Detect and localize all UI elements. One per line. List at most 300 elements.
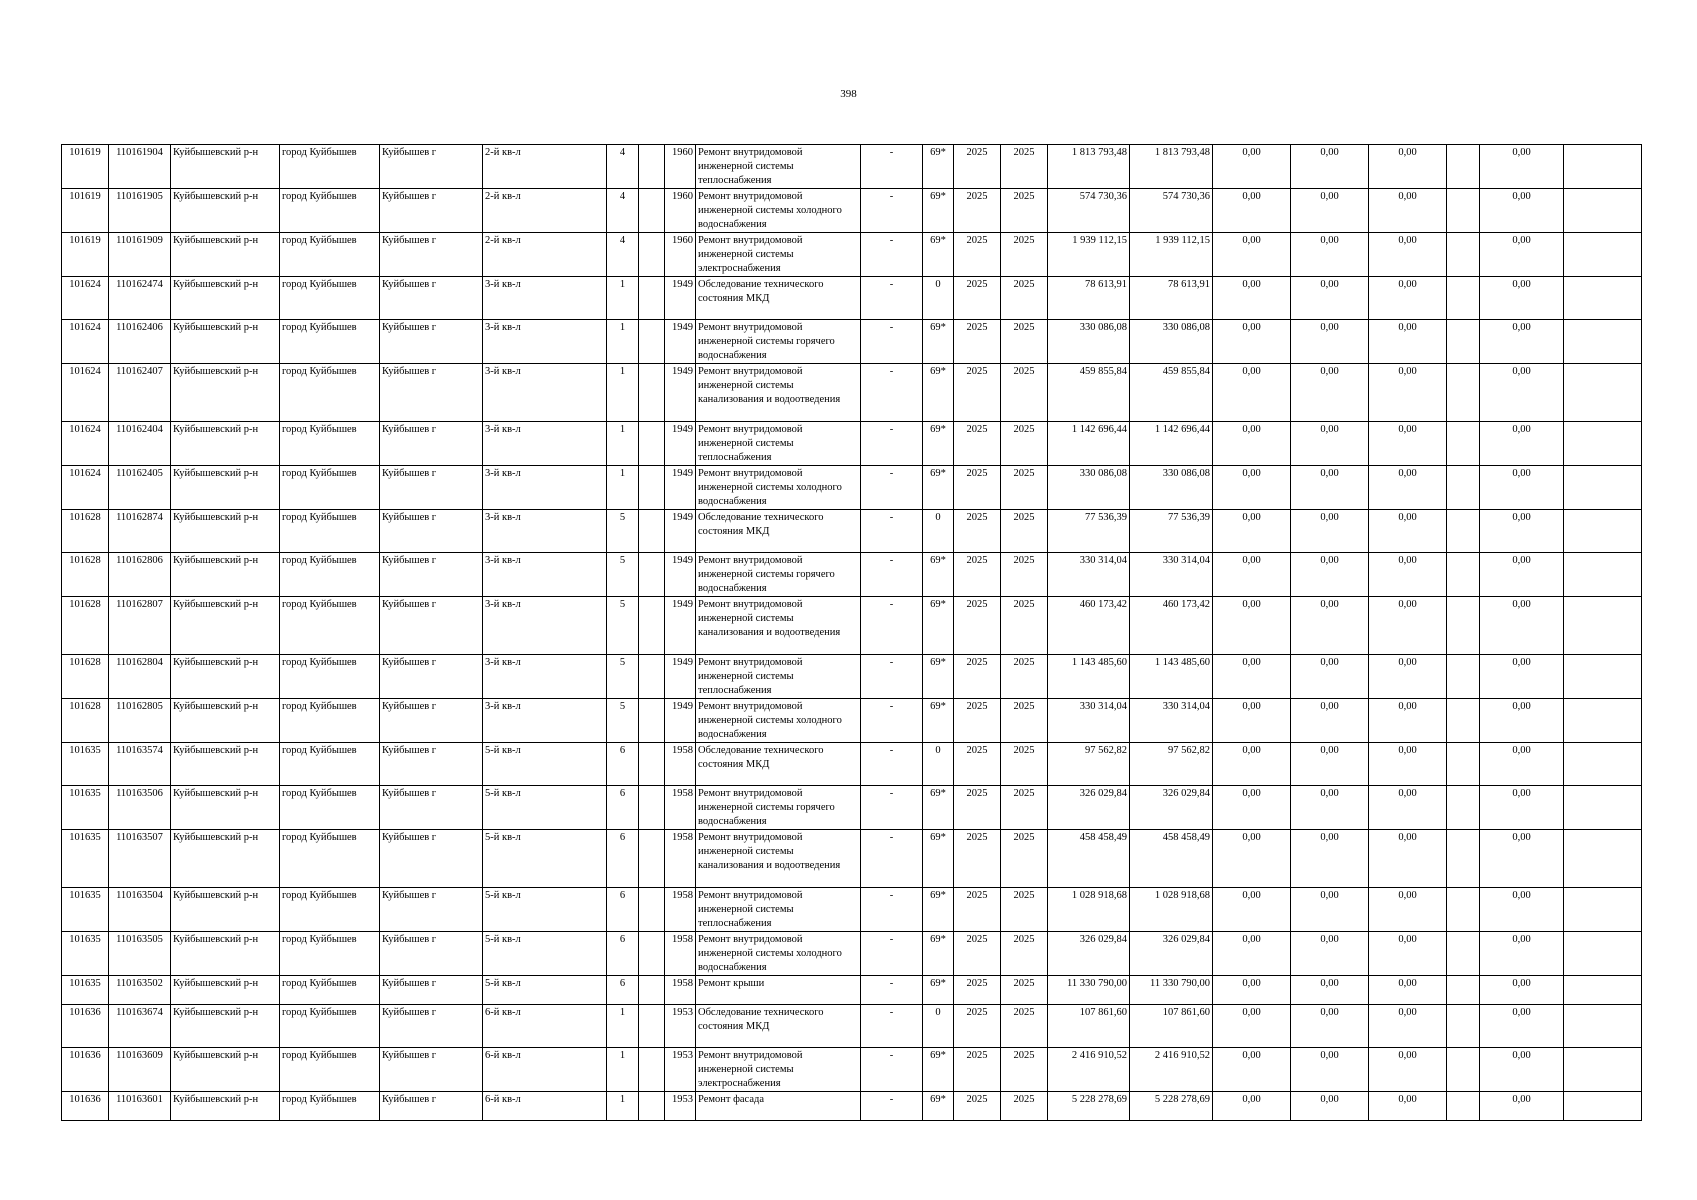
cell-f4 — [1447, 189, 1480, 233]
cell-norm: 69* — [923, 699, 954, 743]
cell-f3: 0,00 — [1369, 189, 1447, 233]
cell-corp — [639, 277, 665, 320]
page-number: 398 — [840, 88, 857, 100]
cell-dash: - — [861, 553, 923, 597]
cell-f2: 0,00 — [1291, 1048, 1369, 1092]
cell-y-end: 2025 — [1001, 655, 1048, 699]
cell-total: 97 562,82 — [1048, 743, 1130, 786]
cell-district: Куйбышевский р-н — [171, 932, 280, 976]
cell-street: 5-й кв-л — [483, 976, 607, 1005]
cell-year: 1949 — [665, 597, 696, 655]
cell-settlement: город Куйбышев — [280, 320, 380, 364]
cell-fund: 458 458,49 — [1130, 830, 1213, 888]
cell-year: 1960 — [665, 145, 696, 189]
cell-locality: Куйбышев г — [380, 145, 483, 189]
cell-f6 — [1564, 364, 1642, 422]
table-row — [62, 466, 1642, 510]
cell-y-end: 2025 — [1001, 1005, 1048, 1048]
cell-total: 459 855,84 — [1048, 364, 1130, 422]
cell-street: 2-й кв-л — [483, 189, 607, 233]
cell-f2: 0,00 — [1291, 189, 1369, 233]
cell-district: Куйбышевский р-н — [171, 422, 280, 466]
cell-corp — [639, 976, 665, 1005]
cell-f2: 0,00 — [1291, 1092, 1369, 1121]
cell-y-start: 2025 — [954, 364, 1001, 422]
cell-year: 1949 — [665, 320, 696, 364]
cell-f5: 0,00 — [1480, 1092, 1564, 1121]
cell-y-start: 2025 — [954, 145, 1001, 189]
cell-locality: Куйбышев г — [380, 466, 483, 510]
cell-f2: 0,00 — [1291, 655, 1369, 699]
cell-street: 3-й кв-л — [483, 655, 607, 699]
cell-dash: - — [861, 145, 923, 189]
cell-f4 — [1447, 277, 1480, 320]
cell-year: 1958 — [665, 830, 696, 888]
cell-y-end: 2025 — [1001, 233, 1048, 277]
cell-year: 1949 — [665, 277, 696, 320]
cell-f5: 0,00 — [1480, 786, 1564, 830]
table-row — [62, 422, 1642, 466]
cell-fund: 1 028 918,68 — [1130, 888, 1213, 932]
cell-f5: 0,00 — [1480, 510, 1564, 553]
cell-y-start: 2025 — [954, 932, 1001, 976]
cell-district: Куйбышевский р-н — [171, 233, 280, 277]
cell-district: Куйбышевский р-н — [171, 888, 280, 932]
cell-corp — [639, 510, 665, 553]
cell-street: 3-й кв-л — [483, 422, 607, 466]
cell-dash: - — [861, 189, 923, 233]
cell-dash: - — [861, 510, 923, 553]
cell-district: Куйбышевский р-н — [171, 743, 280, 786]
cell-code: 110161905 — [109, 189, 171, 233]
cell-corp — [639, 743, 665, 786]
cell-id: 101628 — [62, 510, 109, 553]
cell-settlement: город Куйбышев — [280, 976, 380, 1005]
cell-locality: Куйбышев г — [380, 1048, 483, 1092]
cell-f4 — [1447, 888, 1480, 932]
cell-y-end: 2025 — [1001, 320, 1048, 364]
table-row — [62, 932, 1642, 976]
cell-code: 110163507 — [109, 830, 171, 888]
cell-f2: 0,00 — [1291, 364, 1369, 422]
cell-work: Обследование технического состояния МКД — [696, 510, 861, 553]
cell-y-start: 2025 — [954, 597, 1001, 655]
cell-district: Куйбышевский р-н — [171, 976, 280, 1005]
cell-y-end: 2025 — [1001, 699, 1048, 743]
cell-f5: 0,00 — [1480, 233, 1564, 277]
cell-f5: 0,00 — [1480, 655, 1564, 699]
cell-settlement: город Куйбышев — [280, 786, 380, 830]
cell-work: Ремонт внутридомовой инженерной системы канализования и водоотведения — [696, 597, 861, 655]
cell-total: 107 861,60 — [1048, 1005, 1130, 1048]
cell-house: 1 — [607, 466, 639, 510]
cell-f1: 0,00 — [1213, 1005, 1291, 1048]
cell-fund: 459 855,84 — [1130, 364, 1213, 422]
cell-f1: 0,00 — [1213, 510, 1291, 553]
cell-f5: 0,00 — [1480, 277, 1564, 320]
cell-y-start: 2025 — [954, 466, 1001, 510]
cell-f1: 0,00 — [1213, 145, 1291, 189]
cell-district: Куйбышевский р-н — [171, 553, 280, 597]
cell-locality: Куйбышев г — [380, 786, 483, 830]
cell-f5: 0,00 — [1480, 888, 1564, 932]
cell-dash: - — [861, 1048, 923, 1092]
cell-district: Куйбышевский р-н — [171, 189, 280, 233]
cell-district: Куйбышевский р-н — [171, 830, 280, 888]
cell-f3: 0,00 — [1369, 510, 1447, 553]
cell-f2: 0,00 — [1291, 1005, 1369, 1048]
cell-f3: 0,00 — [1369, 1048, 1447, 1092]
cell-locality: Куйбышев г — [380, 1092, 483, 1121]
cell-year: 1958 — [665, 743, 696, 786]
cell-fund: 330 314,04 — [1130, 699, 1213, 743]
cell-street: 3-й кв-л — [483, 699, 607, 743]
cell-id: 101628 — [62, 553, 109, 597]
cell-id: 101624 — [62, 422, 109, 466]
cell-fund: 1 939 112,15 — [1130, 233, 1213, 277]
cell-corp — [639, 1048, 665, 1092]
cell-street: 6-й кв-л — [483, 1092, 607, 1121]
cell-settlement: город Куйбышев — [280, 510, 380, 553]
cell-f4 — [1447, 1092, 1480, 1121]
cell-corp — [639, 466, 665, 510]
cell-year: 1958 — [665, 932, 696, 976]
cell-total: 330 086,08 — [1048, 466, 1130, 510]
cell-id: 101636 — [62, 1048, 109, 1092]
cell-house: 6 — [607, 888, 639, 932]
cell-f4 — [1447, 466, 1480, 510]
cell-f5: 0,00 — [1480, 466, 1564, 510]
cell-dash: - — [861, 888, 923, 932]
table-row — [62, 1005, 1642, 1048]
cell-street: 5-й кв-л — [483, 830, 607, 888]
cell-fund: 1 142 696,44 — [1130, 422, 1213, 466]
cell-f3: 0,00 — [1369, 932, 1447, 976]
cell-locality: Куйбышев г — [380, 743, 483, 786]
table-row — [62, 699, 1642, 743]
cell-code: 110162806 — [109, 553, 171, 597]
cell-f5: 0,00 — [1480, 1048, 1564, 1092]
cell-corp — [639, 655, 665, 699]
cell-fund: 330 314,04 — [1130, 553, 1213, 597]
cell-total: 1 142 696,44 — [1048, 422, 1130, 466]
cell-f3: 0,00 — [1369, 466, 1447, 510]
cell-year: 1958 — [665, 888, 696, 932]
cell-f4 — [1447, 743, 1480, 786]
cell-y-start: 2025 — [954, 189, 1001, 233]
cell-f2: 0,00 — [1291, 699, 1369, 743]
cell-district: Куйбышевский р-н — [171, 466, 280, 510]
cell-f6 — [1564, 888, 1642, 932]
cell-y-start: 2025 — [954, 830, 1001, 888]
cell-work: Ремонт внутридомовой инженерной системы холодного водоснабжения — [696, 699, 861, 743]
cell-f2: 0,00 — [1291, 320, 1369, 364]
cell-total: 77 536,39 — [1048, 510, 1130, 553]
cell-f3: 0,00 — [1369, 597, 1447, 655]
cell-id: 101624 — [62, 320, 109, 364]
cell-house: 5 — [607, 597, 639, 655]
cell-f2: 0,00 — [1291, 466, 1369, 510]
cell-f2: 0,00 — [1291, 510, 1369, 553]
cell-y-start: 2025 — [954, 510, 1001, 553]
cell-code: 110163609 — [109, 1048, 171, 1092]
cell-fund: 330 086,08 — [1130, 466, 1213, 510]
cell-house: 5 — [607, 699, 639, 743]
cell-f4 — [1447, 976, 1480, 1005]
cell-dash: - — [861, 1092, 923, 1121]
cell-total: 5 228 278,69 — [1048, 1092, 1130, 1121]
cell-id: 101636 — [62, 1092, 109, 1121]
cell-work: Ремонт фасада — [696, 1092, 861, 1121]
cell-f4 — [1447, 655, 1480, 699]
cell-f3: 0,00 — [1369, 364, 1447, 422]
cell-locality: Куйбышев г — [380, 320, 483, 364]
cell-corp — [639, 320, 665, 364]
cell-norm: 69* — [923, 553, 954, 597]
cell-street: 3-й кв-л — [483, 597, 607, 655]
cell-id: 101624 — [62, 364, 109, 422]
table-row — [62, 1048, 1642, 1092]
cell-street: 2-й кв-л — [483, 145, 607, 189]
cell-district: Куйбышевский р-н — [171, 1092, 280, 1121]
cell-y-end: 2025 — [1001, 597, 1048, 655]
cell-norm: 69* — [923, 320, 954, 364]
cell-year: 1953 — [665, 1048, 696, 1092]
table-row — [62, 597, 1642, 655]
table-body — [62, 145, 1642, 1121]
cell-f1: 0,00 — [1213, 932, 1291, 976]
cell-district: Куйбышевский р-н — [171, 145, 280, 189]
cell-dash: - — [861, 932, 923, 976]
cell-fund: 326 029,84 — [1130, 786, 1213, 830]
cell-f6 — [1564, 553, 1642, 597]
cell-f4 — [1447, 510, 1480, 553]
cell-f2: 0,00 — [1291, 888, 1369, 932]
table-row — [62, 976, 1642, 1005]
table-row — [62, 233, 1642, 277]
cell-settlement: город Куйбышев — [280, 830, 380, 888]
cell-work: Ремонт внутридомовой инженерной системы электроснабжения — [696, 233, 861, 277]
cell-district: Куйбышевский р-н — [171, 510, 280, 553]
cell-y-end: 2025 — [1001, 510, 1048, 553]
cell-locality: Куйбышев г — [380, 699, 483, 743]
cell-f3: 0,00 — [1369, 743, 1447, 786]
cell-corp — [639, 597, 665, 655]
cell-street: 5-й кв-л — [483, 786, 607, 830]
cell-f6 — [1564, 976, 1642, 1005]
cell-norm: 69* — [923, 422, 954, 466]
cell-y-end: 2025 — [1001, 1048, 1048, 1092]
cell-fund: 460 173,42 — [1130, 597, 1213, 655]
cell-year: 1958 — [665, 976, 696, 1005]
cell-norm: 0 — [923, 510, 954, 553]
cell-work: Ремонт внутридомовой инженерной системы холодного водоснабжения — [696, 189, 861, 233]
table-row — [62, 510, 1642, 553]
cell-y-end: 2025 — [1001, 189, 1048, 233]
cell-fund: 11 330 790,00 — [1130, 976, 1213, 1005]
cell-f6 — [1564, 1048, 1642, 1092]
cell-work: Ремонт внутридомовой инженерной системы теплоснабжения — [696, 145, 861, 189]
cell-f5: 0,00 — [1480, 932, 1564, 976]
cell-f1: 0,00 — [1213, 786, 1291, 830]
cell-f6 — [1564, 510, 1642, 553]
cell-f6 — [1564, 786, 1642, 830]
cell-street: 5-й кв-л — [483, 888, 607, 932]
cell-settlement: город Куйбышев — [280, 233, 380, 277]
cell-locality: Куйбышев г — [380, 553, 483, 597]
cell-y-end: 2025 — [1001, 976, 1048, 1005]
cell-f3: 0,00 — [1369, 1005, 1447, 1048]
cell-dash: - — [861, 655, 923, 699]
cell-corp — [639, 233, 665, 277]
cell-f2: 0,00 — [1291, 145, 1369, 189]
cell-norm: 69* — [923, 830, 954, 888]
cell-f1: 0,00 — [1213, 553, 1291, 597]
cell-f1: 0,00 — [1213, 655, 1291, 699]
cell-f3: 0,00 — [1369, 277, 1447, 320]
cell-total: 326 029,84 — [1048, 786, 1130, 830]
cell-id: 101635 — [62, 830, 109, 888]
cell-f2: 0,00 — [1291, 932, 1369, 976]
cell-district: Куйбышевский р-н — [171, 1048, 280, 1092]
cell-f1: 0,00 — [1213, 189, 1291, 233]
cell-year: 1960 — [665, 233, 696, 277]
cell-district: Куйбышевский р-н — [171, 655, 280, 699]
cell-norm: 69* — [923, 1048, 954, 1092]
cell-f5: 0,00 — [1480, 422, 1564, 466]
cell-district: Куйбышевский р-н — [171, 1005, 280, 1048]
cell-f4 — [1447, 320, 1480, 364]
cell-dash: - — [861, 233, 923, 277]
cell-y-start: 2025 — [954, 888, 1001, 932]
cell-f6 — [1564, 233, 1642, 277]
cell-f4 — [1447, 233, 1480, 277]
cell-f6 — [1564, 145, 1642, 189]
cell-f5: 0,00 — [1480, 597, 1564, 655]
cell-code: 110163502 — [109, 976, 171, 1005]
cell-f5: 0,00 — [1480, 320, 1564, 364]
cell-year: 1949 — [665, 553, 696, 597]
cell-locality: Куйбышев г — [380, 888, 483, 932]
cell-f1: 0,00 — [1213, 422, 1291, 466]
cell-house: 1 — [607, 1005, 639, 1048]
cell-f6 — [1564, 277, 1642, 320]
table-row — [62, 1092, 1642, 1121]
cell-id: 101635 — [62, 786, 109, 830]
table-row — [62, 888, 1642, 932]
cell-house: 1 — [607, 1048, 639, 1092]
table-row — [62, 553, 1642, 597]
cell-district: Куйбышевский р-н — [171, 364, 280, 422]
cell-fund: 326 029,84 — [1130, 932, 1213, 976]
cell-f1: 0,00 — [1213, 1048, 1291, 1092]
cell-district: Куйбышевский р-н — [171, 786, 280, 830]
cell-code: 110162874 — [109, 510, 171, 553]
cell-f4 — [1447, 830, 1480, 888]
cell-corp — [639, 422, 665, 466]
cell-dash: - — [861, 743, 923, 786]
cell-id: 101635 — [62, 888, 109, 932]
cell-f3: 0,00 — [1369, 699, 1447, 743]
cell-corp — [639, 786, 665, 830]
cell-fund: 5 228 278,69 — [1130, 1092, 1213, 1121]
cell-dash: - — [861, 699, 923, 743]
cell-f5: 0,00 — [1480, 364, 1564, 422]
cell-settlement: город Куйбышев — [280, 466, 380, 510]
cell-f1: 0,00 — [1213, 743, 1291, 786]
cell-code: 110163505 — [109, 932, 171, 976]
cell-norm: 69* — [923, 655, 954, 699]
cell-district: Куйбышевский р-н — [171, 597, 280, 655]
cell-house: 1 — [607, 320, 639, 364]
cell-district: Куйбышевский р-н — [171, 699, 280, 743]
cell-locality: Куйбышев г — [380, 976, 483, 1005]
cell-year: 1949 — [665, 699, 696, 743]
cell-street: 5-й кв-л — [483, 743, 607, 786]
cell-f6 — [1564, 466, 1642, 510]
cell-year: 1949 — [665, 655, 696, 699]
cell-year: 1949 — [665, 466, 696, 510]
cell-f3: 0,00 — [1369, 233, 1447, 277]
cell-street: 6-й кв-л — [483, 1005, 607, 1048]
cell-corp — [639, 830, 665, 888]
cell-f1: 0,00 — [1213, 888, 1291, 932]
table-row — [62, 145, 1642, 189]
cell-y-start: 2025 — [954, 1092, 1001, 1121]
cell-f6 — [1564, 830, 1642, 888]
cell-f3: 0,00 — [1369, 655, 1447, 699]
cell-f2: 0,00 — [1291, 233, 1369, 277]
cell-settlement: город Куйбышев — [280, 888, 380, 932]
cell-norm: 69* — [923, 364, 954, 422]
cell-id: 101628 — [62, 699, 109, 743]
cell-locality: Куйбышев г — [380, 422, 483, 466]
cell-dash: - — [861, 364, 923, 422]
cell-work: Ремонт внутридомовой инженерной системы теплоснабжения — [696, 888, 861, 932]
cell-work: Ремонт внутридомовой инженерной системы канализования и водоотведения — [696, 364, 861, 422]
cell-f6 — [1564, 932, 1642, 976]
cell-settlement: город Куйбышев — [280, 189, 380, 233]
cell-work: Ремонт крыши — [696, 976, 861, 1005]
cell-f2: 0,00 — [1291, 553, 1369, 597]
cell-locality: Куйбышев г — [380, 655, 483, 699]
cell-year: 1958 — [665, 786, 696, 830]
cell-settlement: город Куйбышев — [280, 1048, 380, 1092]
cell-fund: 574 730,36 — [1130, 189, 1213, 233]
cell-house: 1 — [607, 422, 639, 466]
cell-fund: 107 861,60 — [1130, 1005, 1213, 1048]
cell-code: 110163506 — [109, 786, 171, 830]
table-row — [62, 364, 1642, 422]
cell-code: 110162407 — [109, 364, 171, 422]
cell-y-end: 2025 — [1001, 466, 1048, 510]
cell-total: 11 330 790,00 — [1048, 976, 1130, 1005]
cell-f6 — [1564, 1092, 1642, 1121]
cell-id: 101628 — [62, 597, 109, 655]
cell-locality: Куйбышев г — [380, 277, 483, 320]
cell-total: 458 458,49 — [1048, 830, 1130, 888]
cell-f1: 0,00 — [1213, 1092, 1291, 1121]
cell-f6 — [1564, 655, 1642, 699]
cell-total: 326 029,84 — [1048, 932, 1130, 976]
cell-y-end: 2025 — [1001, 932, 1048, 976]
cell-corp — [639, 699, 665, 743]
cell-id: 101619 — [62, 145, 109, 189]
cell-y-start: 2025 — [954, 655, 1001, 699]
cell-house: 1 — [607, 277, 639, 320]
cell-norm: 69* — [923, 1092, 954, 1121]
cell-code: 110163601 — [109, 1092, 171, 1121]
